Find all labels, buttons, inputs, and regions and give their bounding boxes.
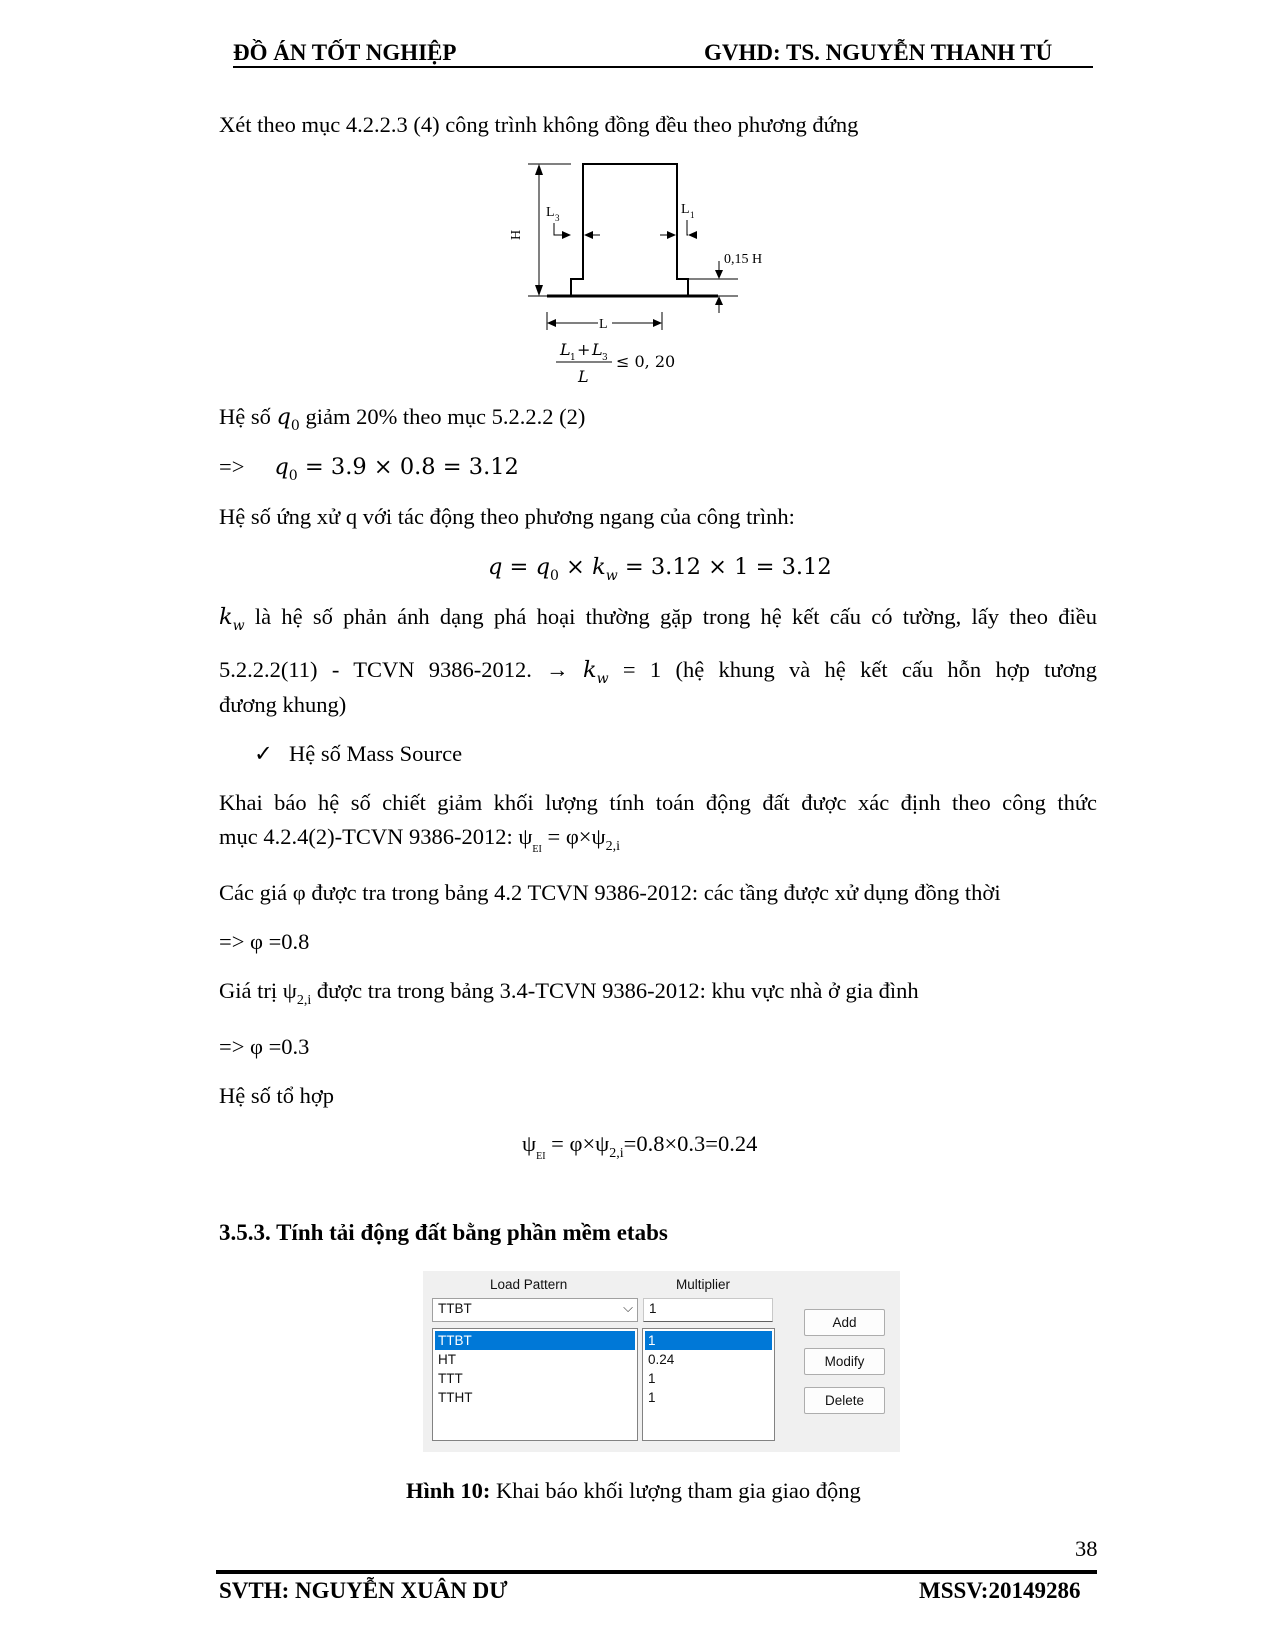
sub-EI: EI (532, 844, 542, 855)
add-button[interactable]: Add (804, 1309, 885, 1336)
footer-student-id: MSSV:20149286 (919, 1578, 1081, 1603)
text: 5.2.2.2(11) - TCVN 9386-2012. → (219, 657, 583, 682)
caption-text: Khai báo khối lượng tham gia giao động (490, 1478, 861, 1503)
frac-num-L1-sub: 1 (570, 353, 576, 363)
paragraph-phi-value: => φ =0.8 (219, 929, 310, 954)
sub-w: w (605, 568, 618, 584)
list-item[interactable]: TTT (438, 1371, 463, 1386)
label-L1-sub: 1 (690, 210, 695, 220)
text: = φ×ψ (541, 824, 606, 849)
sym-q: q (274, 454, 289, 480)
text: Hệ số (219, 404, 277, 429)
col-header-load-pattern: Load Pattern (490, 1277, 568, 1292)
sub-0: 0 (549, 568, 559, 584)
paragraph-mass-source-line2 (219, 820, 620, 867)
equation-q (488, 550, 832, 593)
paragraph-vertical-irregularity: Xét theo mục 4.2.2.3 (4) công trình không đồng đều theo phương đứng (219, 112, 859, 137)
load-pattern-select[interactable] (432, 1298, 638, 1322)
label-H: H (509, 229, 524, 240)
paragraph-psi-value: => φ =0.3 (219, 1034, 310, 1059)
figure-caption (406, 1478, 861, 1504)
text: Giá trị ψ (219, 978, 297, 1003)
text: được tra trong bảng 3.4-TCVN 9386-2012: khu vực nhà ở gia đình (311, 978, 919, 1003)
label-L: L (599, 317, 608, 332)
frac-num-L3: L (592, 340, 603, 359)
paragraph-kw-line2 (219, 653, 1097, 696)
list-item[interactable]: TTBT (435, 1331, 635, 1350)
list-item[interactable]: 1 (645, 1331, 772, 1350)
checkmark-icon: ✓ (254, 741, 273, 766)
sym-q: q (276, 404, 291, 430)
list-item[interactable]: 0.24 (648, 1352, 675, 1367)
modify-button[interactable]: Modify (804, 1348, 885, 1375)
text: = 1 (hệ khung và hệ kết cấu hỗn hợp tương (608, 657, 1097, 682)
sub-0: 0 (290, 418, 300, 434)
text: =0.8×0.3=0.24 (623, 1131, 758, 1156)
eq-rest: = 3.9 × 0.8 = 3.12 (297, 454, 519, 480)
col-header-multiplier: Multiplier (676, 1277, 731, 1292)
section-heading: 3.5.3. Tính tải động đất bằng phần mềm etabs (219, 1220, 668, 1245)
footer-student: SVTH: NGUYỄN XUÂN DƯ (219, 1578, 508, 1603)
list-item[interactable]: 1 (648, 1390, 656, 1405)
sym-q: q (488, 554, 503, 580)
paragraph-q0-reduction (219, 400, 585, 443)
frac-num-L3-sub: 3 (602, 353, 608, 363)
sub-2i: 2,i (605, 839, 620, 854)
paragraph-phi-table: Các giá φ được tra trong bảng 4.2 TCVN 9386-2012: các tầng được xử dụng đồng thời (219, 880, 1001, 905)
text: ψ (522, 1131, 537, 1156)
page-number: 38 (1075, 1536, 1098, 1561)
sym-q0: q (535, 554, 550, 580)
sub-2i: 2,i (296, 993, 312, 1008)
sub-w: w (596, 671, 609, 687)
text: = φ×ψ (545, 1131, 610, 1156)
paragraph-psi-table (219, 974, 919, 1018)
list-item[interactable]: TTHT (438, 1390, 473, 1405)
paragraph-kw-line3: đương khung) (219, 692, 347, 717)
load-pattern-selected: TTBT (438, 1301, 472, 1316)
frac-rhs: ≤ 0, 20 (616, 352, 676, 371)
label-0-15H: 0,15 H (724, 252, 763, 267)
label-L3-sub: 3 (555, 213, 560, 223)
eq-rest: = 3.12 × 1 = 3.12 (617, 554, 832, 580)
chevron-down-icon: ⌵ (623, 1300, 633, 1315)
paragraph-kw-line1 (219, 600, 1097, 643)
caption-label: Hình 10: (406, 1478, 491, 1503)
equation-q0-value (219, 450, 519, 493)
sym-k: k (219, 604, 233, 630)
header-rule (233, 66, 1093, 68)
delete-button[interactable]: Delete (804, 1387, 885, 1414)
text: là hệ số phản ánh dạng phá hoại thường gặp trong hệ kết cấu có tường, lấy theo điều (244, 604, 1097, 629)
implies-arrow: => (219, 454, 245, 479)
text: giảm 20% theo mục 5.2.2.2 (2) (299, 404, 586, 429)
label-L1: L (681, 202, 690, 217)
sub-0: 0 (288, 468, 298, 484)
setback-diagram (490, 155, 820, 405)
mass-source-dialog (423, 1271, 900, 1452)
paragraph-behavior-factor: Hệ số ứng xử q với tác động theo phương ngang của công trình: (219, 504, 795, 529)
header-title: ĐỒ ÁN TỐT NGHIỆP (233, 40, 457, 65)
eq-sign: = (502, 554, 536, 580)
header-advisor: GVHD: TS. NGUYỄN THANH TÚ (704, 40, 1053, 65)
frac-den-L: L (578, 367, 589, 386)
text: mục 4.2.4(2)-TCVN 9386-2012: ψ (219, 824, 533, 849)
sym-k: k (592, 554, 606, 580)
load-pattern-list[interactable] (432, 1328, 638, 1441)
equation-psi-EI (522, 1127, 757, 1174)
times: × (558, 554, 593, 580)
footer-rule (216, 1570, 1097, 1574)
sub-2i: 2,i (609, 1146, 624, 1161)
frac-plus: + (577, 340, 591, 359)
frac-num-L1: L (560, 340, 571, 359)
multiplier-input[interactable]: 1 (643, 1298, 773, 1322)
list-item[interactable]: 1 (648, 1371, 656, 1386)
multiplier-list[interactable] (642, 1328, 775, 1441)
sub-w: w (232, 618, 245, 634)
paragraph-combination: Hệ số tổ hợp (219, 1083, 335, 1108)
list-item[interactable]: HT (438, 1352, 456, 1367)
label-L3: L (546, 205, 555, 220)
paragraph-mass-source-line1: Khai báo hệ số chiết giảm khối lượng tính toán động đất được xác định theo công thức (219, 790, 1097, 815)
bullet-mass-source: Hệ số Mass Source (289, 741, 463, 766)
sub-EI: EI (536, 1151, 546, 1162)
sym-k: k (582, 657, 597, 683)
